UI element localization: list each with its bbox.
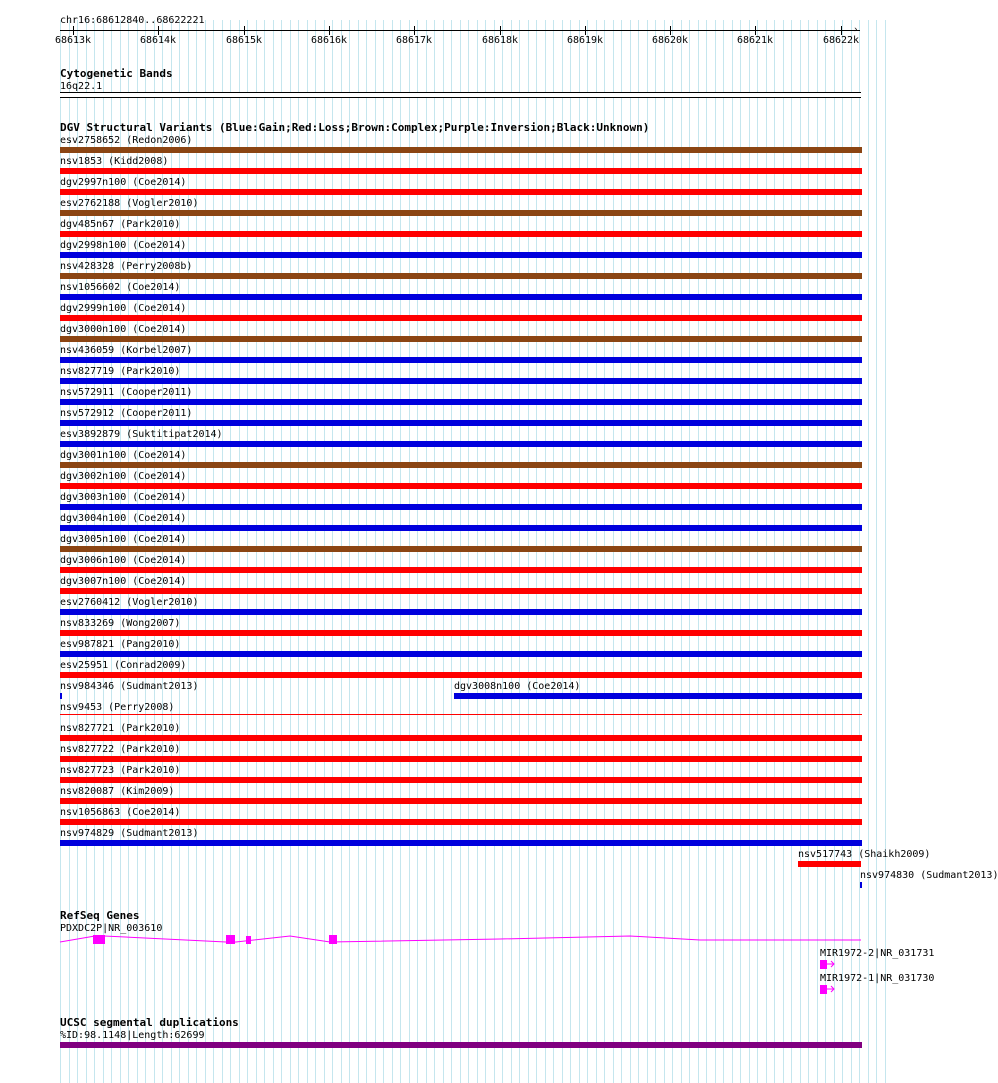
ruler-tick — [585, 26, 586, 35]
dgv-variant-label: esv25951 (Conrad2009) — [60, 660, 187, 671]
dgv-variant-label: nsv9453 (Perry2008) — [60, 702, 175, 713]
dgv-variant-label: nsv827723 (Park2010) — [60, 765, 181, 776]
ruler-tick-label: 68617k — [395, 35, 433, 46]
dgv-variant-bar[interactable] — [798, 861, 861, 867]
position-label: chr16:68612840..68622221 — [60, 15, 205, 26]
dgv-variant-bar[interactable] — [60, 147, 862, 153]
dgv-variant-label: nsv1853 (Kidd2008) — [60, 156, 169, 167]
dgv-variant-bar[interactable] — [60, 168, 862, 169]
gene-model-mir1972-1[interactable] — [818, 984, 848, 996]
dgv-variant-label: dgv2997n100 (Coe2014) — [60, 177, 187, 188]
dgv-variant-label: esv2760412 (Vogler2010) — [60, 597, 199, 608]
dgv-variant-label: esv2758652 (Redon2006) — [60, 135, 193, 146]
dgv-variant-bar[interactable] — [60, 420, 862, 426]
cytoband-track-title[interactable]: Cytogenetic Bands — [60, 67, 173, 80]
dgv-variant-label: nsv827722 (Park2010) — [60, 744, 181, 755]
dgv-variant-label: esv987821 (Pang2010) — [60, 639, 181, 650]
ruler-tick-label: 68620k — [651, 35, 689, 46]
dgv-variant-label: nsv974830 (Sudmant2013) — [860, 870, 998, 881]
dgv-variant-bar[interactable] — [60, 840, 862, 846]
refseq-track-title[interactable]: RefSeq Genes — [60, 909, 140, 922]
dgv-variant-label: dgv3007n100 (Coe2014) — [60, 576, 187, 587]
dgv-variant-bar[interactable] — [60, 672, 862, 678]
dgv-variant-bar[interactable] — [60, 609, 862, 615]
grid-line — [868, 20, 869, 1083]
dgv-variant-bar[interactable] — [60, 315, 862, 321]
dgv-variant-label: nsv572911 (Cooper2011) — [60, 387, 193, 398]
ruler-tick — [244, 26, 245, 35]
dgv-variant-label: dgv3006n100 (Coe2014) — [60, 555, 187, 566]
ruler-tick-label: 68614k — [139, 35, 177, 46]
dgv-variant-label: dgv3002n100 (Coe2014) — [60, 471, 187, 482]
dgv-variant-label: dgv3000n100 (Coe2014) — [60, 324, 187, 335]
dgv-variant-label: dgv485n67 (Park2010) — [60, 219, 181, 230]
ruler-tick-label: 68621k — [736, 35, 774, 46]
ruler-tick-label: 68616k — [310, 35, 348, 46]
dgv-variant-bar[interactable] — [60, 399, 862, 405]
dgv-variant-bar[interactable] — [60, 231, 862, 237]
dgv-variant-label: nsv572912 (Cooper2011) — [60, 408, 193, 419]
gene-model-pdxdc2p[interactable] — [0, 928, 890, 952]
dgv-variant-bar-small[interactable] — [60, 693, 62, 699]
dgv-variant-label: dgv3001n100 (Coe2014) — [60, 450, 187, 461]
ruler-tick — [414, 26, 415, 35]
dgv-variant-label: nsv517743 (Shaikh2009) — [798, 849, 931, 860]
dgv-variant-bar[interactable] — [454, 693, 862, 699]
ruler-tick — [329, 26, 330, 35]
ruler-tick-label: 68618k — [481, 35, 519, 46]
dgv-variant-bar[interactable] — [60, 357, 862, 358]
dgv-variant-label: dgv2999n100 (Coe2014) — [60, 303, 187, 314]
dgv-variant-label: dgv3005n100 (Coe2014) — [60, 534, 187, 545]
dgv-variant-label: nsv1056602 (Coe2014) — [60, 282, 181, 293]
dgv-variant-bar[interactable] — [60, 567, 862, 573]
dgv-variant-bar[interactable] — [60, 462, 862, 468]
segdup-track-title[interactable]: UCSC segmental duplications — [60, 1016, 239, 1029]
cytoband-label: 16q22.1 — [60, 81, 103, 92]
dgv-variant-bar[interactable] — [60, 504, 862, 510]
dgv-variant-label: dgv3008n100 (Coe2014) — [454, 681, 581, 692]
dgv-variant-bar[interactable] — [60, 483, 862, 489]
dgv-variant-bar[interactable] — [60, 336, 862, 342]
ruler-axis — [60, 30, 860, 31]
dgv-variant-label: nsv820087 (Kim2009) — [60, 786, 175, 797]
segdup-bar[interactable] — [60, 1042, 862, 1048]
dgv-variant-bar[interactable] — [60, 441, 862, 447]
dgv-variant-bar[interactable] — [60, 273, 862, 279]
ruler-tick — [755, 26, 756, 35]
ruler-tick-label: 68613k — [54, 35, 92, 46]
dgv-variant-bar[interactable] — [60, 189, 862, 195]
dgv-variant-bar[interactable] — [60, 210, 862, 216]
dgv-variant-label: nsv827721 (Park2010) — [60, 723, 181, 734]
dgv-variant-bar[interactable] — [60, 798, 862, 804]
ruler-tick — [158, 26, 159, 35]
dgv-variant-bar[interactable] — [60, 735, 862, 741]
dgv-variant-label: dgv3004n100 (Coe2014) — [60, 513, 187, 524]
segdup-label: %ID:98.1148|Length:62699 — [60, 1030, 205, 1041]
dgv-variant-label: nsv833269 (Wong2007) — [60, 618, 181, 629]
dgv-track-title[interactable]: DGV Structural Variants (Blue:Gain;Red:Loss;Brown:Complex;Purple:Inversion;Black:Unknown) — [60, 121, 650, 134]
dgv-variant-label: nsv984346 (Sudmant2013) — [60, 681, 199, 692]
dgv-variant-bar[interactable] — [60, 546, 862, 552]
dgv-variant-label: dgv3003n100 (Coe2014) — [60, 492, 187, 503]
dgv-variant-bar[interactable] — [60, 525, 862, 531]
dgv-variant-bar[interactable] — [60, 819, 862, 825]
dgv-variant-bar[interactable] — [60, 756, 862, 762]
dgv-variant-bar[interactable] — [60, 588, 862, 594]
gene-model-mir1972-2[interactable] — [818, 959, 848, 971]
dgv-variant-label: nsv1056863 (Coe2014) — [60, 807, 181, 818]
dgv-variant-label: nsv436059 (Korbel2007) — [60, 345, 193, 356]
ruler-tick — [500, 26, 501, 35]
dgv-variant-label: nsv428328 (Perry2008b) — [60, 261, 193, 272]
dgv-variant-bar[interactable] — [860, 882, 862, 888]
dgv-variant-bar[interactable] — [60, 714, 862, 715]
dgv-variant-label: nsv827719 (Park2010) — [60, 366, 181, 377]
cytoband-bar[interactable] — [60, 92, 861, 98]
dgv-variant-label: esv3892879 (Suktitipat2014) — [60, 429, 223, 440]
dgv-variant-bar[interactable] — [60, 651, 862, 657]
grid-line — [885, 20, 886, 1083]
ruler-arrow-icon: › — [853, 25, 859, 35]
ruler-tick — [73, 26, 74, 35]
gene-label: MIR1972-2|NR_031731 — [820, 948, 935, 959]
dgv-variant-label: nsv974829 (Sudmant2013) — [60, 828, 199, 839]
dgv-variant-label: dgv2998n100 (Coe2014) — [60, 240, 187, 251]
dgv-variant-bar[interactable] — [60, 777, 862, 783]
dgv-variant-bar[interactable] — [60, 630, 862, 636]
ruler-tick-label: 68615k — [225, 35, 263, 46]
ruler-tick — [670, 26, 671, 35]
grid-line — [876, 20, 877, 1083]
ruler-tick — [841, 26, 842, 35]
gene-label: MIR1972-1|NR_031730 — [820, 973, 935, 984]
dgv-variant-label: esv2762188 (Vogler2010) — [60, 198, 199, 209]
gene-label: PDXDC2P|NR_003610 — [60, 923, 163, 934]
dgv-variant-bar[interactable] — [60, 294, 862, 300]
ruler-tick-label: 68622k — [822, 35, 860, 46]
dgv-variant-bar[interactable] — [60, 378, 862, 384]
dgv-variant-bar[interactable] — [60, 252, 862, 258]
ruler-tick-label: 68619k — [566, 35, 604, 46]
